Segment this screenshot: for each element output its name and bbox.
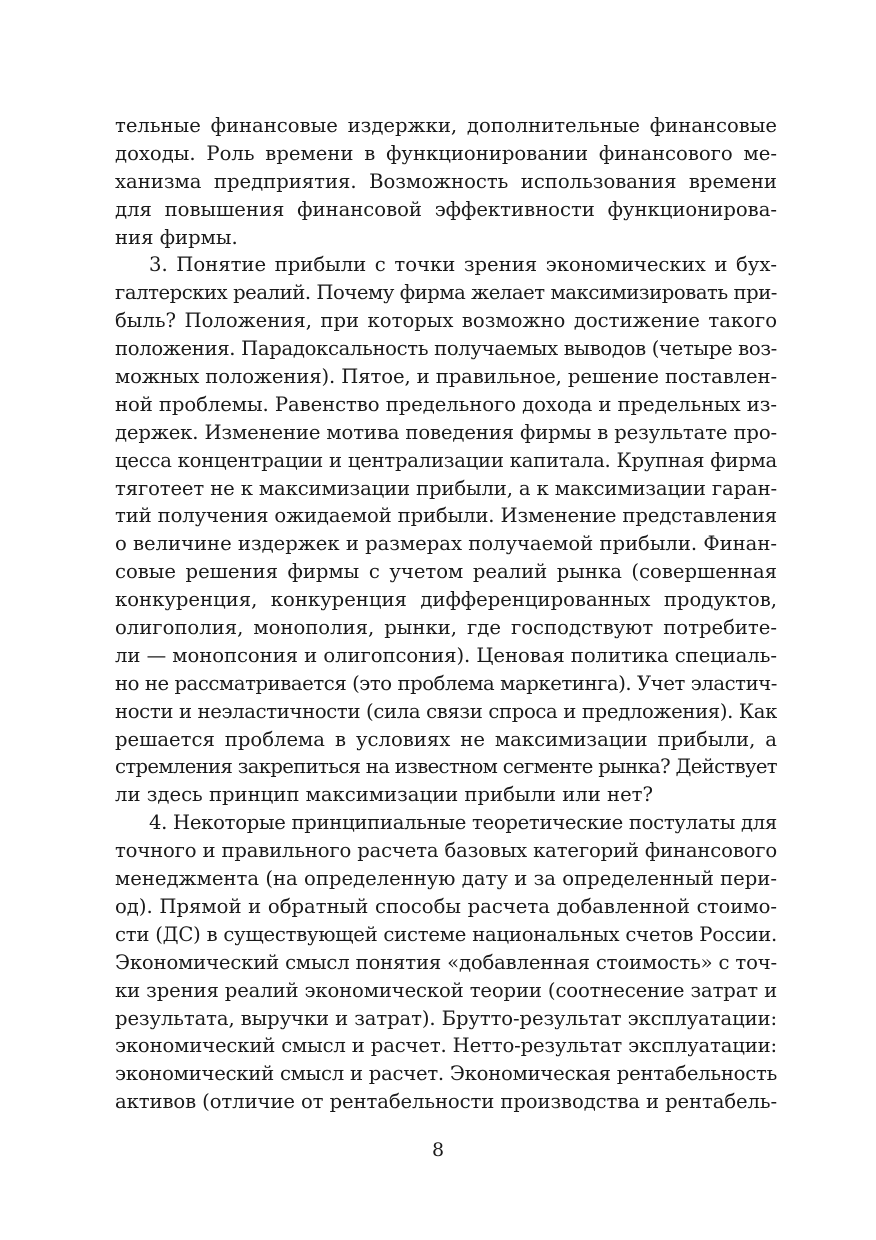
text-line: результата, выручки и затрат). Брутто-результат эксплуатации:	[115, 1006, 777, 1030]
text-line: положения. Парадоксальность получаемых выводов (четыре воз-	[115, 337, 777, 361]
text-line: экономический смысл и расчет. Экономическая рентабельность	[115, 1062, 777, 1086]
text-line: доходы. Роль времени в функционировании финансового ме-	[115, 141, 777, 165]
paragraph	[115, 251, 777, 809]
text-line: ли — монопсония и олигопсония). Ценовая политика специаль-	[115, 643, 777, 667]
text-line: олигополия, монополия, рынки, где господствуют потребите-	[115, 616, 777, 640]
text-line: ли здесь принцип максимизации прибыли или нет?	[115, 783, 654, 807]
text-line: Экономический смысл понятия «добавленная стоимость» с точ-	[115, 950, 777, 974]
text-line: од). Прямой и обратный способы расчета добавленной стоимо-	[115, 894, 777, 918]
text-line: конкуренция, конкуренция дифференцированных продуктов,	[115, 588, 777, 612]
text-line: сти (ДС) в существующей системе национальных счетов России.	[115, 922, 777, 946]
text-line: ханизма предприятия. Возможность использования времени	[115, 169, 777, 193]
text-line: галтерских реалий. Почему фирма желает максимизировать при-	[115, 281, 777, 305]
text-line: ния фирмы.	[115, 225, 238, 249]
text-line: решается проблема в условиях не максимизации прибыли, а	[115, 727, 777, 751]
text-line: стремления закрепиться на известном сегменте рынка? Действует	[115, 755, 777, 779]
text-line: ки зрения реалий экономической теории (соотнесение затрат и	[115, 978, 777, 1002]
text-line: 4. Некоторые принципиальные теоретические постулаты для	[149, 811, 777, 835]
text-line: 3. Понятие прибыли с точки зрения экономических и бух-	[149, 253, 777, 277]
text-line: менеджмента (на определенную дату и за определенный пери-	[115, 867, 777, 891]
text-line: ной проблемы. Равенство предельного дохода и предельных из-	[115, 392, 777, 416]
text-line: тий получения ожидаемой прибыли. Изменение представления	[115, 504, 777, 528]
body-text	[115, 112, 777, 1116]
text-line: тельные финансовые издержки, дополнительные финансовые	[115, 114, 777, 137]
text-line: активов (отличие от рентабельности производства и рентабель-	[115, 1090, 777, 1114]
text-line: совые решения фирмы с учетом реалий рынка (совершенная	[115, 560, 777, 584]
text-line: держек. Изменение мотива поведения фирмы в результате про-	[115, 420, 777, 444]
text-line: о величине издержек и размерах получаемой прибыли. Финан-	[115, 532, 777, 556]
text-line: экономический смысл и расчет. Нетто-результат эксплуатации:	[115, 1034, 777, 1058]
paragraph	[115, 112, 777, 251]
text-line: тяготеет не к максимизации прибыли, а к максимизации гаран-	[115, 476, 777, 500]
text-line: быль? Положения, при которых возможно достижение такого	[115, 309, 777, 333]
text-line: для повышения финансовой эффективности функционирова-	[115, 197, 777, 221]
text-line: цесса концентрации и централизации капитала. Крупная фирма	[115, 448, 777, 472]
text-line: но не рассматривается (это проблема маркетинга). Учет эластич-	[115, 671, 777, 695]
paragraph	[115, 809, 777, 1116]
text-line: можных положения). Пятое, и правильное, решение поставлен-	[115, 365, 777, 389]
text-line: ности и неэластичности (сила связи спроса и предложения). Как	[115, 699, 777, 723]
page-number: 8	[431, 1139, 445, 1161]
text-line: точного и правильного расчета базовых категорий финансового	[115, 839, 777, 863]
